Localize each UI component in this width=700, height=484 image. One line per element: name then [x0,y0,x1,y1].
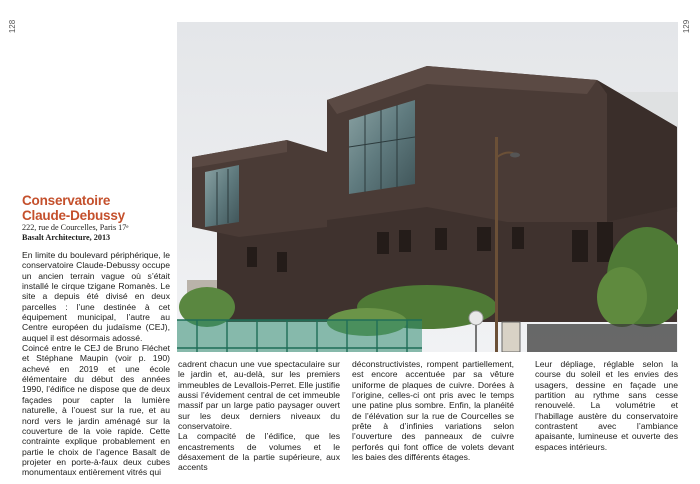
page-number-right: 129 [682,19,692,34]
paragraph: cadrent chacun une vue spectaculaire sur le jardin et, au-delà, sur les premiers immeubles de Levallois-Perret. Elle justifie aussi l’évidement central de cet immeuble massif par un large patio paysager ouvert sur les deux derniers niveaux du conservatoire. [178,359,340,432]
paragraph: Coincé entre le CEJ de Bruno Fléchet et Stéphane Maupin (voir p. 190) achevé en 2019 et une école élémentaire du début des années 1990, l’édifice ne dispose que de deux façades pour capter la lumière naturelle, à l’ouest sur la rue, et au nord vers le jardin aménagé sur la couverture de la voie rapide. Cette contrainte explique probablement en partie le choix de l’agence Basalt de projeter en porte-à-faux deux cubes monumentaux entièrement vitrés qui [22,343,170,478]
text-column-1 [22,250,170,478]
text-column-4 [535,359,678,452]
left-cube-window [205,165,239,227]
paragraph: En limite du boulevard périphérique, le conservatoire Claude-Debussy occupe un ancien terrain vague où s’était installé le cirque tzigane Romanès. Le site a depuis été divisé en deux parcelles : l’une destinée à cet équipement municipal, l’autre au Centre européen du judaïsme (CEJ), auquel il est désormais adossé. [22,250,170,343]
paragraph: La compacité de l’édifice, que les encastrements de volumes et le désaxement de la partie supérieure, aux accents [178,431,340,473]
dark-fence [527,324,677,352]
title-line-2: Claude-Debussy [22,207,125,223]
architect: Basalt Architecture, 2013 [22,233,111,242]
paragraph: Leur dépliage, réglable selon la course du soleil et les envies des usagers, dessine en façade une partition au rythme sans cesse renouvelé. La volumétrie et l’habillage austère du conservatoire contrastent avec l’ambiance apaisante, lumineuse et ouverte des espaces intérieurs. [535,359,678,452]
text-column-3 [352,359,514,462]
road-sign [469,311,483,325]
building-illustration [177,22,678,352]
lamp-post [495,137,498,352]
building-title [22,194,172,223]
address: 222, rue de Courcelles, Paris 17ᵉ [22,223,129,232]
page-number-left: 128 [8,19,18,34]
building-photo [177,22,678,352]
paragraph: déconstructivistes, rompent partiellement, est encore accentuée par sa vêture uniforme de plaques de cuivre. Dorées à l’origine, celles-ci ont pris avec le temps une patine plus sombre. Enfin, la planéité de l’élévation sur la rue de Courcelles se prête à d’infinies variations selon l’ouverture des panneaux de cuivre perforés qui font office de volets devant les baies des différents étages. [352,359,514,463]
title-line-1: Conservatoire [22,193,111,208]
green-fence [177,320,422,352]
text-column-2 [178,359,340,473]
poster-panel [502,322,520,352]
